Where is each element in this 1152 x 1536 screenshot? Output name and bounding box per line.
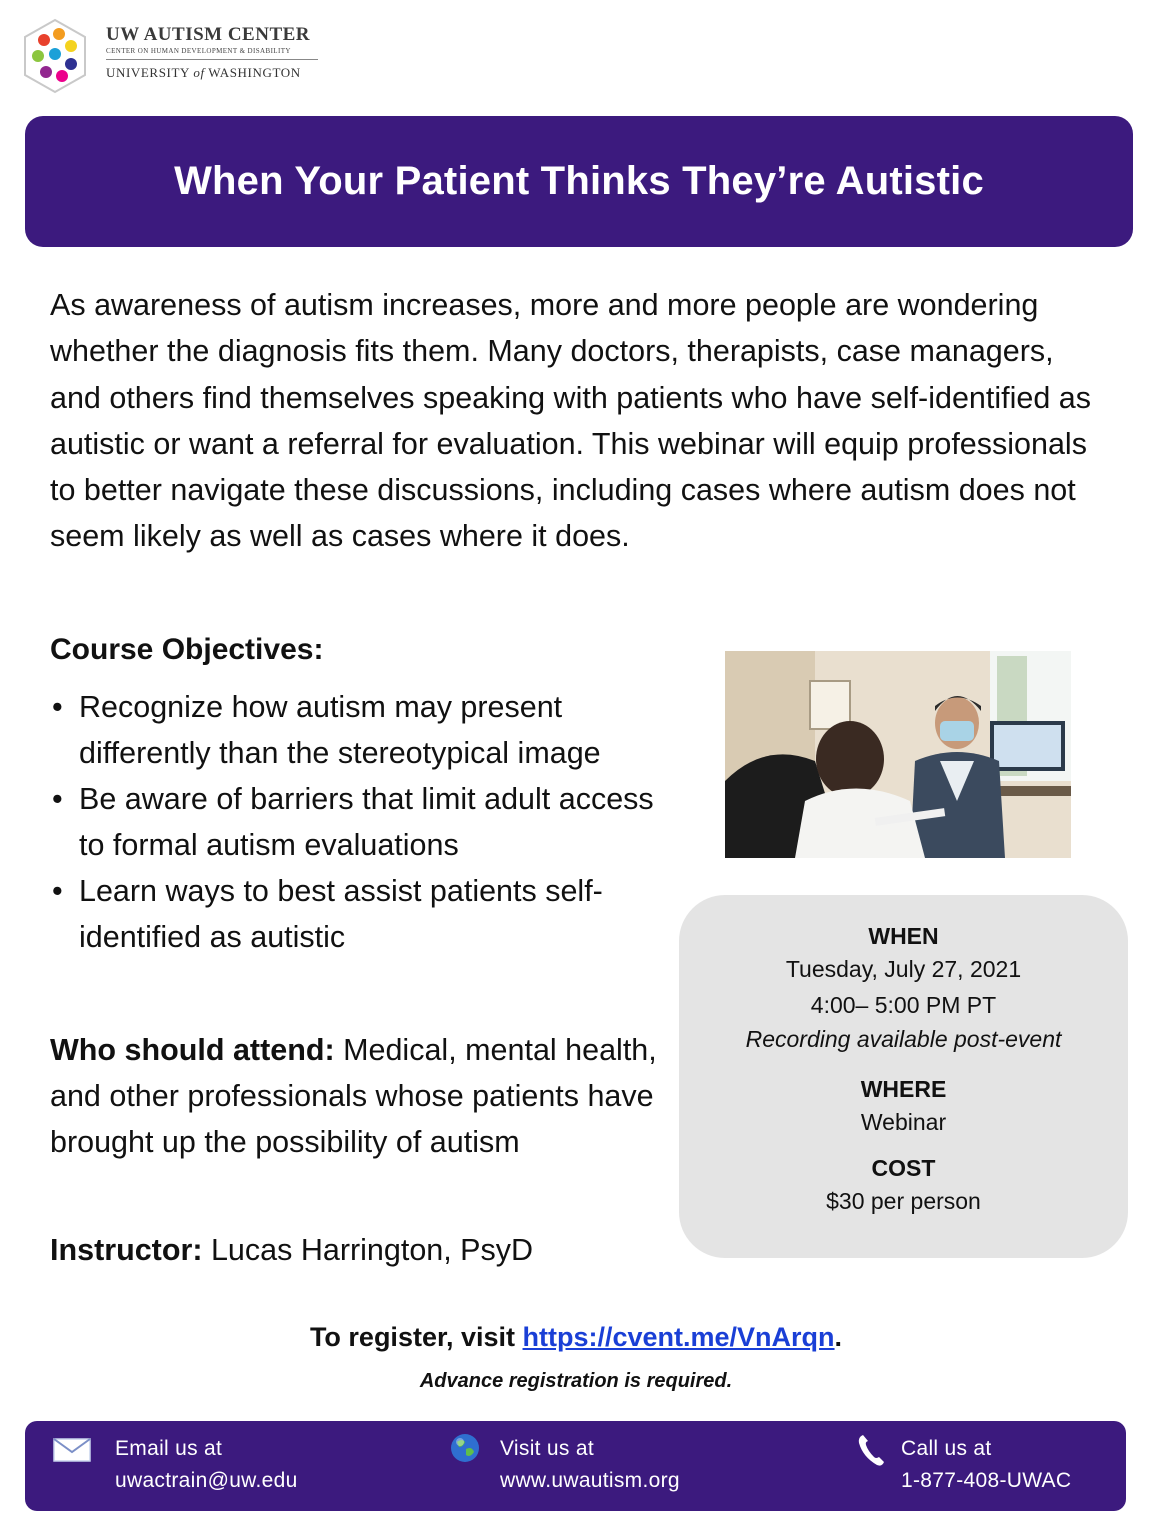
contact-footer xyxy=(25,1421,1126,1511)
phone-contact xyxy=(901,1433,1071,1497)
audience-section xyxy=(50,1027,660,1165)
page-title: When Your Patient Thinks They’re Autistic xyxy=(174,159,984,203)
event-location: Webinar xyxy=(860,1109,947,1135)
instructor-section xyxy=(50,1227,533,1273)
bullet: • xyxy=(52,782,63,816)
instructor-label: Instructor: xyxy=(50,1233,203,1267)
objective-text: Be aware of barriers that limit adult access to formal autism evaluations xyxy=(79,782,654,862)
email-link[interactable]: uwactrain@uw.edu xyxy=(115,1469,298,1492)
registration-note: Advance registration is required. xyxy=(419,1370,733,1392)
phone-label: Call us at xyxy=(901,1437,992,1460)
email-contact xyxy=(115,1433,298,1497)
globe-icon xyxy=(449,1432,481,1464)
logo-university: UNIVERSITY of WASHINGTON xyxy=(106,65,301,80)
instructor-name: Lucas Harrington, PsyD xyxy=(202,1233,534,1267)
register-suffix: . xyxy=(834,1322,843,1352)
event-details-box xyxy=(679,895,1128,1258)
objectives-heading: Course Objectives: xyxy=(50,633,324,666)
logo-divider xyxy=(106,59,318,60)
objective-text: Learn ways to best assist patients self-identified as autistic xyxy=(79,874,603,954)
list-item xyxy=(50,776,670,868)
intro-paragraph: As awareness of autism increases, more and more people are wondering whether the diagnosis fits them. Many doctors, therapists, case managers, and others find themselves speaking with patients who have self-identified as autistic or want a referral for evaluation. This webinar will equip professionals to better navigate these discussions, including cases where autism does not seem likely as well as cases where it does. xyxy=(50,288,1091,554)
register-prefix: To register, visit xyxy=(309,1322,523,1352)
logo-org-name: UW AUTISM CENTER xyxy=(106,24,311,45)
title-banner xyxy=(25,116,1133,247)
website-label: Visit us at xyxy=(500,1437,594,1460)
logo-subtitle: CENTER ON HUMAN DEVELOPMENT & DISABILITY xyxy=(106,47,291,55)
audience-text: Medical, mental health, and other professionals whose patients have brought up the possibility of autism xyxy=(50,1033,657,1159)
logo-hands-icon xyxy=(22,18,88,94)
bullet: • xyxy=(52,690,63,724)
objectives-list xyxy=(50,684,670,960)
uw-autism-center-logo xyxy=(22,18,322,96)
register-line xyxy=(0,1322,1152,1353)
objective-text: Recognize how autism may present differently than the stereotypical image xyxy=(79,690,601,770)
event-date: Tuesday, July 27, 2021 xyxy=(785,956,1022,982)
event-time: 4:00– 5:00 PM PT xyxy=(810,992,997,1018)
consultation-photo xyxy=(725,651,1071,858)
cost-label: COST xyxy=(871,1155,936,1181)
list-item xyxy=(50,868,670,960)
recording-note: Recording available post-event xyxy=(745,1026,1062,1052)
logo-text xyxy=(106,24,326,81)
bullet: • xyxy=(52,874,63,908)
when-label: WHEN xyxy=(868,923,939,949)
phone-link[interactable]: 1-877-408-UWAC xyxy=(901,1469,1072,1492)
website-link[interactable]: www.uwautism.org xyxy=(500,1469,680,1492)
email-label: Email us at xyxy=(115,1437,223,1460)
audience-label: Who should attend: xyxy=(50,1033,335,1067)
phone-icon xyxy=(857,1433,885,1467)
envelope-icon xyxy=(53,1438,91,1462)
event-cost: $30 per person xyxy=(826,1188,981,1214)
where-label: WHERE xyxy=(860,1076,947,1102)
list-item xyxy=(50,684,670,776)
website-contact xyxy=(500,1433,680,1497)
register-link[interactable]: https://cvent.me/VnArqn xyxy=(522,1322,835,1352)
